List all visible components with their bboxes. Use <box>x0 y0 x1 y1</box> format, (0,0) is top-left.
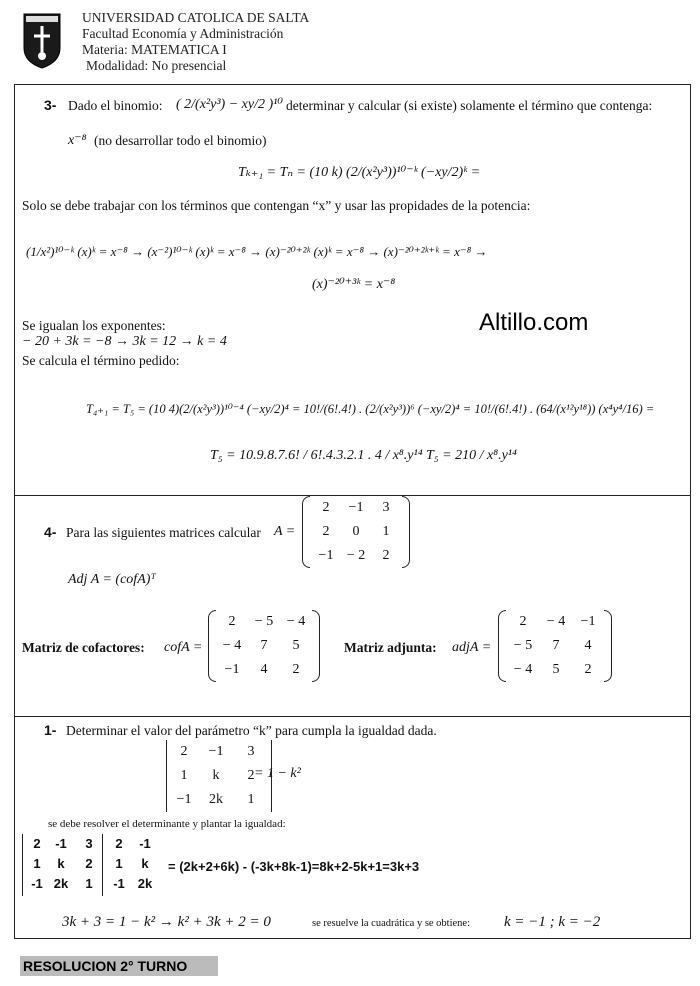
document-header <box>20 10 680 80</box>
matrix-cell: 1 <box>180 768 188 783</box>
matrix-cell: −1 <box>318 548 334 563</box>
matrix-cell: − 5 <box>254 614 274 629</box>
matrix-cell: 2 <box>584 662 592 677</box>
matrix-cell: 4 <box>584 638 592 653</box>
matrix-cell: 3 <box>382 500 390 515</box>
problem-number: 3- <box>44 97 57 113</box>
matrix-cell: − 5 <box>513 638 533 653</box>
matrix-cell: 2 <box>322 500 330 515</box>
power-chain-line-1: (1/x²)¹⁰⁻ᵏ (x)ᵏ = x⁻⁸ → (x⁻²)¹⁰⁻ᵏ (x)ᵏ = x⁻⁸ → (x)⁻²⁰⁺²ᵏ (x)ᵏ = x⁻⁸ → (x)⁻²⁰⁺²ᵏ⁺ᵏ = x⁻⁸ → <box>26 244 488 259</box>
sarrus-cell: 2k <box>53 876 69 891</box>
sarrus-cell: 2 <box>115 836 123 851</box>
statement-part-b: determinar y calcular (si existe) solamente el término que contenga: <box>286 98 653 113</box>
university-name: UNIVERSIDAD CATOLICA DE SALTA <box>82 10 310 25</box>
matrix-a <box>312 496 400 568</box>
cofactor-label: cofA = <box>164 640 203 655</box>
matrix-cell: − 2 <box>346 548 366 563</box>
matrix-cell: − 4 <box>222 638 242 653</box>
final-term-t5: T₅ = 210 / x⁸.y¹⁴ <box>426 448 517 463</box>
matrix-cell: 3 <box>247 744 255 759</box>
problem-number: 4- <box>44 524 57 540</box>
matrix-cell: 2 <box>180 744 188 759</box>
matrix-cell: −1 <box>176 792 192 807</box>
matrix-cell: 5 <box>552 662 560 677</box>
matrix-cell: − 4 <box>546 614 566 629</box>
sarrus-cell: -1 <box>55 836 67 851</box>
equate-label: Se igualan los exponentes: <box>22 318 166 333</box>
sarrus-cell: 2 <box>33 836 41 851</box>
general-term-formula: Tₖ₊₁ = Tₙ = (10 k) (2/(x²y³))¹⁰⁻ᵏ (−xy/2)ᵏ = <box>238 165 481 180</box>
solutions: k = −1 ; k = −2 <box>504 914 601 930</box>
matrix-cell: 5 <box>292 638 300 653</box>
matrix-cell: −1 <box>348 500 364 515</box>
equate-line: − 20 + 3k = −8 → 3k = 12 → k = 4 <box>22 334 227 349</box>
sarrus-cell: -1 <box>113 876 125 891</box>
matrix-cell: 7 <box>260 638 268 653</box>
university-crest-icon <box>22 12 62 70</box>
sarrus-cell: 1 <box>85 876 93 891</box>
sarrus-cell: k <box>141 856 149 871</box>
calculation-line-2a: T₅ = 10.9.8.7.6! / 6!.4.3.2.1 . 4 / x⁸.y¹⁴ <box>210 448 423 463</box>
matrix-cell: 0 <box>352 524 360 539</box>
sarrus-bar-middle <box>102 834 103 896</box>
cofactor-title: Matriz de cofactores: <box>22 640 145 655</box>
footer-banner: RESOLUCION 2° TURNO <box>20 956 218 976</box>
adjoint-formula: Adj A = (cofA)ᵀ <box>68 572 156 587</box>
matrix-cell: − 4 <box>513 662 533 677</box>
sarrus-cell: 2k <box>137 876 153 891</box>
sarrus-cell: 1 <box>115 856 123 871</box>
sarrus-table <box>24 836 164 896</box>
calculation-line-1: T₄₊₁ = T₅ = (10 4)(2/(x²y³))¹⁰⁻⁴ (−xy/2)⁴ = 10!/(6!.4!) . (2/(x²y³))⁶ (−xy/2)⁴ = 10!/(6!.4!) . (64/(x¹²y¹⁸)) (x⁴y⁴/16) = <box>86 402 655 416</box>
matrix-cell: 2 <box>322 524 330 539</box>
sarrus-cell: 2 <box>85 856 93 871</box>
determinant <box>172 740 266 812</box>
sarrus-cell: -1 <box>31 876 43 891</box>
matrix-cell: 2 <box>382 548 390 563</box>
cofactor-matrix <box>218 610 310 682</box>
matrix-cell: 2 <box>292 662 300 677</box>
quadratic-equation: 3k + 3 = 1 − k² → k² + 3k + 2 = 0 <box>62 914 271 930</box>
watermark-text: Altillo.com <box>479 309 589 336</box>
adjoint-title: Matriz adjunta: <box>344 640 437 655</box>
problem-number: 1- <box>44 722 57 738</box>
matrix-cell: −1 <box>208 744 224 759</box>
quadratic-note: se resuelve la cuadrática y se obtiene: <box>312 918 471 929</box>
target-term: x⁻⁸ <box>68 133 87 148</box>
matrix-cell: − 4 <box>286 614 306 629</box>
matrix-cell: −1 <box>580 614 596 629</box>
matrix-cell: 2 <box>519 614 527 629</box>
determinant-rhs: = 1 − k² <box>254 766 301 781</box>
sarrus-result: = (2k+2+6k) - (-3k+8k-1)=8k+2-5k+1=3k+3 <box>168 859 420 874</box>
section-divider <box>15 716 690 717</box>
calc-label: Se calcula el término pedido: <box>22 353 180 368</box>
binomial-expression: ( 2/(x²y³) − xy/2 )¹⁰ <box>176 97 283 112</box>
matrix-cell: 2 <box>247 768 255 783</box>
instruction-note: Solo se debe trabajar con los términos que contengan “x” y usar las propidades de la potencia: <box>22 198 531 213</box>
sarrus-cell: k <box>57 856 65 871</box>
matrix-cell: 1 <box>382 524 390 539</box>
matrix-a-label: A = <box>274 524 296 539</box>
sarrus-cell: 1 <box>33 856 41 871</box>
power-chain-line-2: (x)⁻²⁰⁺³ᵏ = x⁻⁸ <box>312 277 396 292</box>
adjoint-label: adjA = <box>452 640 492 655</box>
matrix-cell: −1 <box>224 662 240 677</box>
modality: Modalidad: No presencial <box>86 58 227 73</box>
matrix-cell: 4 <box>260 662 268 677</box>
sarrus-cell: -1 <box>139 836 151 851</box>
problem-statement: Para las siguientes matrices calcular <box>66 525 261 540</box>
faculty-name: Facultad Economía y Administración <box>82 26 284 41</box>
matrix-cell: k <box>212 768 220 783</box>
problem-statement: Determinar el valor del parámetro “k” para cumpla la igualdad dada. <box>66 723 437 738</box>
matrix-cell: 2 <box>228 614 236 629</box>
sarrus-cell: 3 <box>85 836 93 851</box>
sarrus-bar-left <box>22 834 23 896</box>
statement-part-a: Dado el binomio: <box>68 98 163 113</box>
matrix-cell: 2k <box>209 792 223 807</box>
matrix-cell: 1 <box>247 792 255 807</box>
statement-part-c: (no desarrollar todo el binomio) <box>94 133 267 148</box>
matrix-cell: 7 <box>552 638 560 653</box>
subject-name: Materia: MATEMATICA I <box>82 42 227 57</box>
procedure-note: se debe resolver el determinante y plantar la igualdad: <box>48 818 286 830</box>
adjoint-matrix <box>508 610 602 682</box>
